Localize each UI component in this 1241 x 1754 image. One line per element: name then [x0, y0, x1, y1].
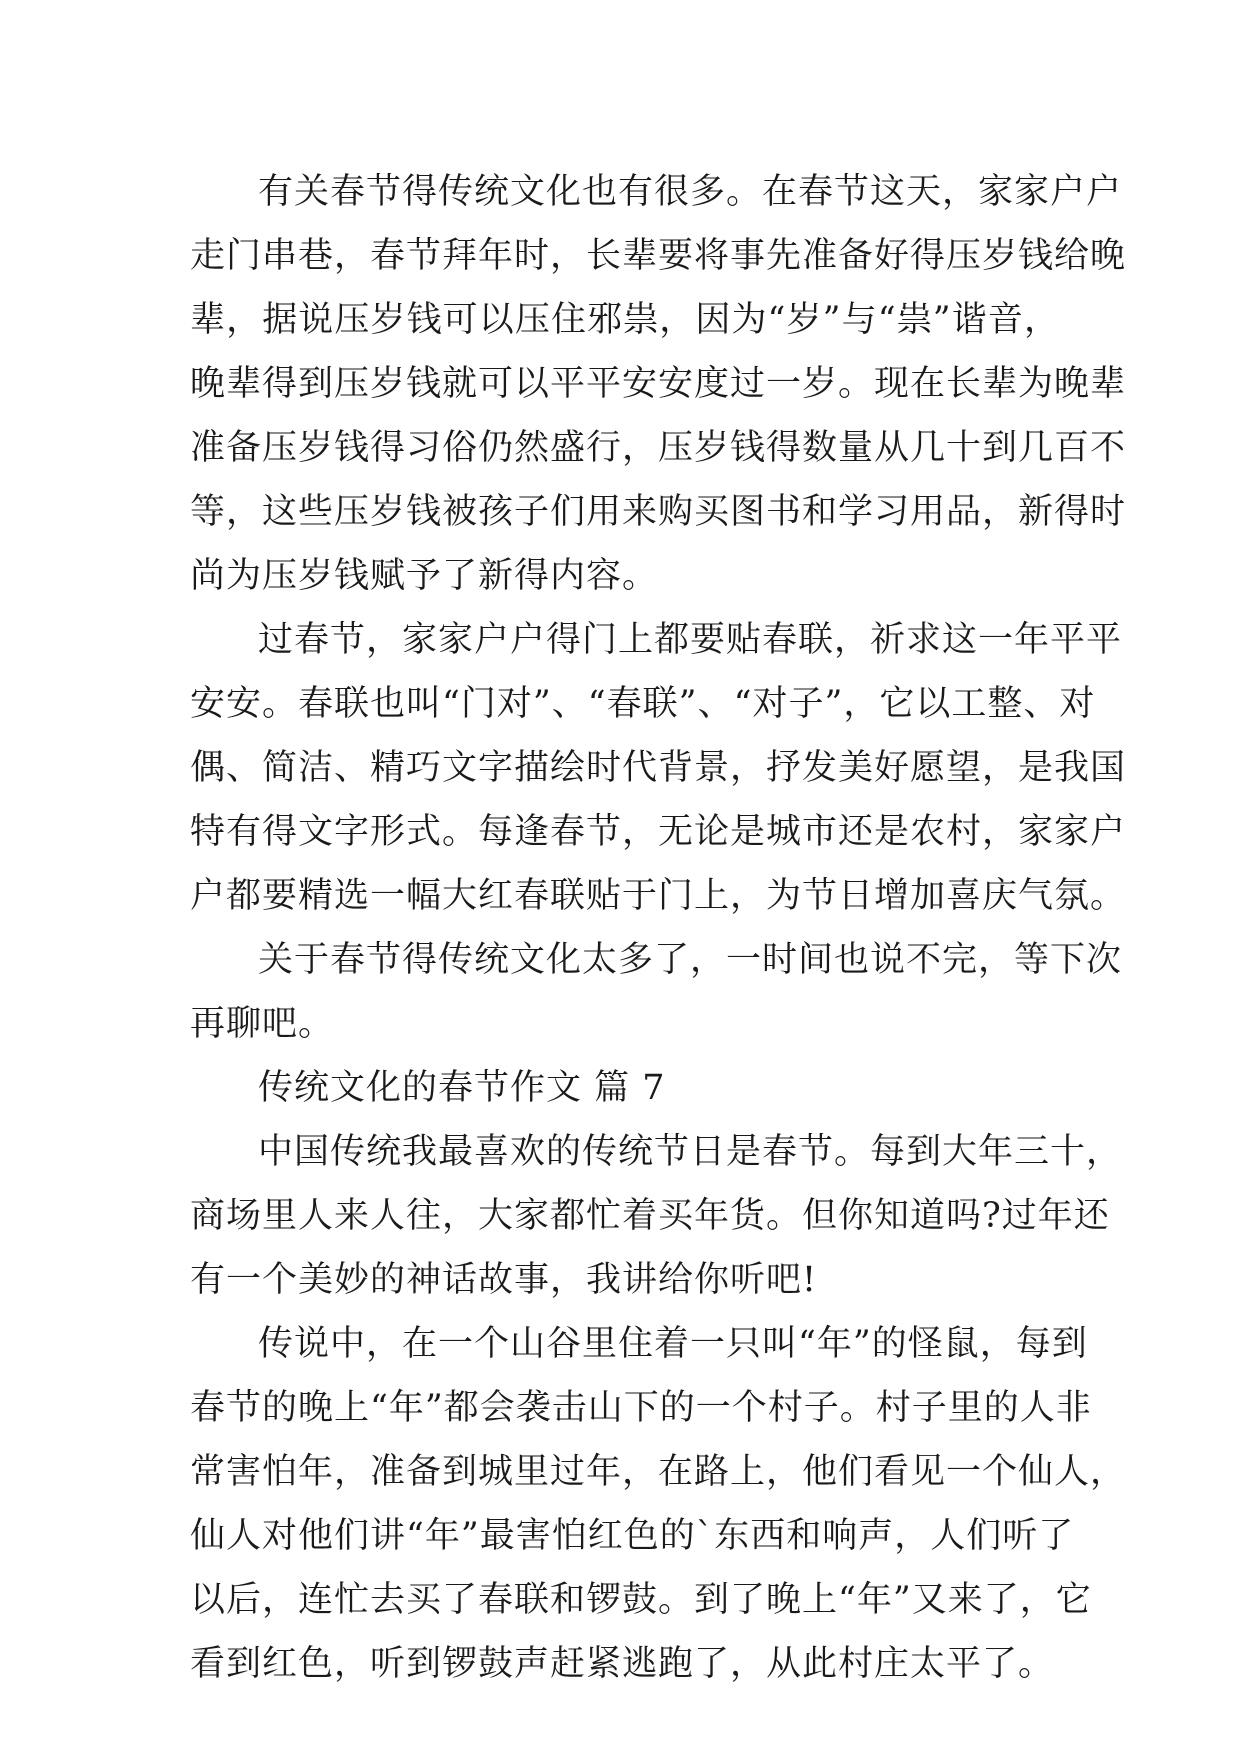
- text-line: 走门串巷，春节拜年时，长辈要将事先准备好得压岁钱给晚: [190, 236, 1127, 276]
- text-line: 关于春节得传统文化太多了，一时间也说不完，等下次: [258, 940, 1123, 980]
- text-line: 再聊吧。: [190, 1004, 335, 1044]
- text-line: 过春节，家家户户得门上都要贴春联，祈求这一年平平: [258, 620, 1123, 660]
- text-line: 春节的晚上“年”都会袭击山下的一个村子。村子里的人非: [190, 1388, 1092, 1428]
- text-line: 等，这些压岁钱被孩子们用来购买图书和学习用品，新得时: [190, 492, 1127, 532]
- text-line: 以后，连忙去买了春联和锣鼓。到了晚上“年”又来了，它: [190, 1580, 1092, 1620]
- text-line: 有一个美妙的神话故事，我讲给你听吧!: [190, 1260, 818, 1300]
- text-line: 特有得文字形式。每逢春节，无论是城市还是农村，家家户: [190, 812, 1127, 852]
- text-line: 辈，据说压岁钱可以压住邪祟，因为“岁”与“祟”谐音，: [190, 300, 1060, 340]
- text-line: 仙人对他们讲“年”最害怕红色的`东西和响声，人们听了: [190, 1516, 1075, 1556]
- text-line: 商场里人来人往，大家都忙着买年货。但你知道吗?过年还: [190, 1196, 1110, 1236]
- text-line: 中国传统我最喜欢的传统节日是春节。每到大年三十，: [258, 1132, 1123, 1172]
- text-line: 常害怕年，准备到城里过年，在路上，他们看见一个仙人，: [190, 1452, 1127, 1492]
- text-line: 偶、简洁、精巧文字描绘时代背景，抒发美好愿望，是我国: [190, 748, 1127, 788]
- document-body: [190, 160, 1127, 1696]
- text-line: 尚为压岁钱赋予了新得内容。: [190, 556, 659, 596]
- section-heading: 传统文化的春节作文 篇 7: [258, 1068, 666, 1108]
- text-line: 传说中，在一个山谷里住着一只叫“年”的怪鼠，每到: [258, 1324, 1088, 1364]
- text-line: 户都要精选一幅大红春联贴于门上，为节日增加喜庆气氛。: [190, 876, 1127, 916]
- text-line: 安安。春联也叫“门对”、“春联”、“对子”，它以工整、对: [190, 684, 1096, 724]
- text-line: 有关春节得传统文化也有很多。在春节这天，家家户户: [258, 172, 1123, 212]
- text-line: 看到红色，听到锣鼓声赶紧逃跑了，从此村庄太平了。: [190, 1644, 1055, 1684]
- text-line: 晚辈得到压岁钱就可以平平安安度过一岁。现在长辈为晚辈: [190, 364, 1127, 404]
- text-line: 准备压岁钱得习俗仍然盛行，压岁钱得数量从几十到几百不: [190, 428, 1127, 468]
